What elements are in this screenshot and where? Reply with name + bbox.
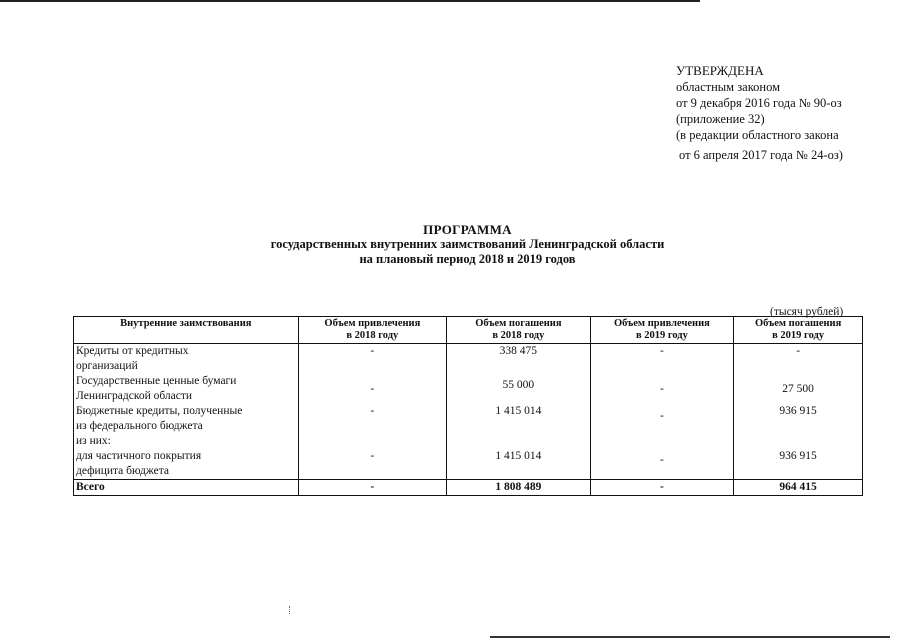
table-row (74, 449, 863, 480)
approval-heading: УТВЕРЖДЕНА (676, 63, 764, 78)
row-name: Кредиты от кредитных организаций (74, 344, 299, 375)
table-row (74, 404, 863, 434)
total-value: - (590, 480, 734, 496)
approval-line: (приложение 32) (676, 112, 765, 126)
row-name: Бюджетные кредиты, полученные из федерального бюджета (74, 404, 299, 434)
cell-value: - (590, 404, 734, 434)
table-total-row (74, 480, 863, 496)
approval-line: областным законом (676, 80, 781, 94)
row-name: Государственные ценные бумаги Ленинградской области (74, 374, 299, 404)
scan-speck (289, 606, 292, 614)
cell-value: - (298, 404, 447, 434)
row-name: для частичного покрытия дефицита бюджета (74, 449, 299, 480)
table-row (74, 374, 863, 404)
header-attraction-2018: Объем привлечения в 2018 году (298, 317, 447, 344)
approval-line: от 9 декабря 2016 года № 90-оз (676, 96, 842, 110)
cell-value: 936 915 (734, 404, 863, 434)
units-label: (тысяч рублей) (770, 306, 844, 318)
scan-edge-bottom (490, 636, 890, 638)
header-borrowings: Внутренние заимствования (74, 317, 299, 344)
cell-value: - (298, 374, 447, 404)
cell-value: - (298, 344, 447, 375)
table-row (74, 434, 863, 449)
approval-line: от 6 апреля 2017 года № 24-оз) (679, 148, 843, 162)
cell-value: - (298, 449, 447, 480)
document-title (190, 222, 745, 267)
total-value: - (298, 480, 447, 496)
cell-empty (590, 434, 734, 449)
cell-value: 1 415 014 (447, 404, 590, 434)
cell-value: 936 915 (734, 449, 863, 480)
scan-edge-top (0, 0, 700, 2)
cell-value: - (590, 374, 734, 404)
cell-empty (298, 434, 447, 449)
cell-value: 338 475 (447, 344, 590, 375)
table-row (74, 344, 863, 375)
cell-value: - (590, 449, 734, 480)
approval-stamp (676, 63, 843, 163)
title-line: на плановый период 2018 и 2019 годов (359, 252, 576, 266)
cell-empty (734, 434, 863, 449)
approval-line: (в редакции областного закона (676, 128, 839, 142)
total-value: 1 808 489 (447, 480, 590, 496)
cell-empty (447, 434, 590, 449)
title-main: ПРОГРАММА (423, 222, 512, 237)
cell-value: 1 415 014 (447, 449, 590, 480)
cell-value: - (590, 344, 734, 375)
row-name: из них: (74, 434, 299, 449)
cell-value: - (734, 344, 863, 375)
borrowing-table (73, 316, 863, 496)
total-label: Всего (74, 480, 299, 496)
table-header-row (74, 317, 863, 344)
header-repayment-2019: Объем погашения в 2019 году (734, 317, 863, 344)
header-attraction-2019: Объем привлечения в 2019 году (590, 317, 734, 344)
cell-value: 27 500 (734, 374, 863, 404)
header-repayment-2018: Объем погашения в 2018 году (447, 317, 590, 344)
title-line: государственных внутренних заимствований Ленинградской области (270, 237, 665, 251)
total-value: 964 415 (734, 480, 863, 496)
cell-value: 55 000 (447, 374, 590, 404)
